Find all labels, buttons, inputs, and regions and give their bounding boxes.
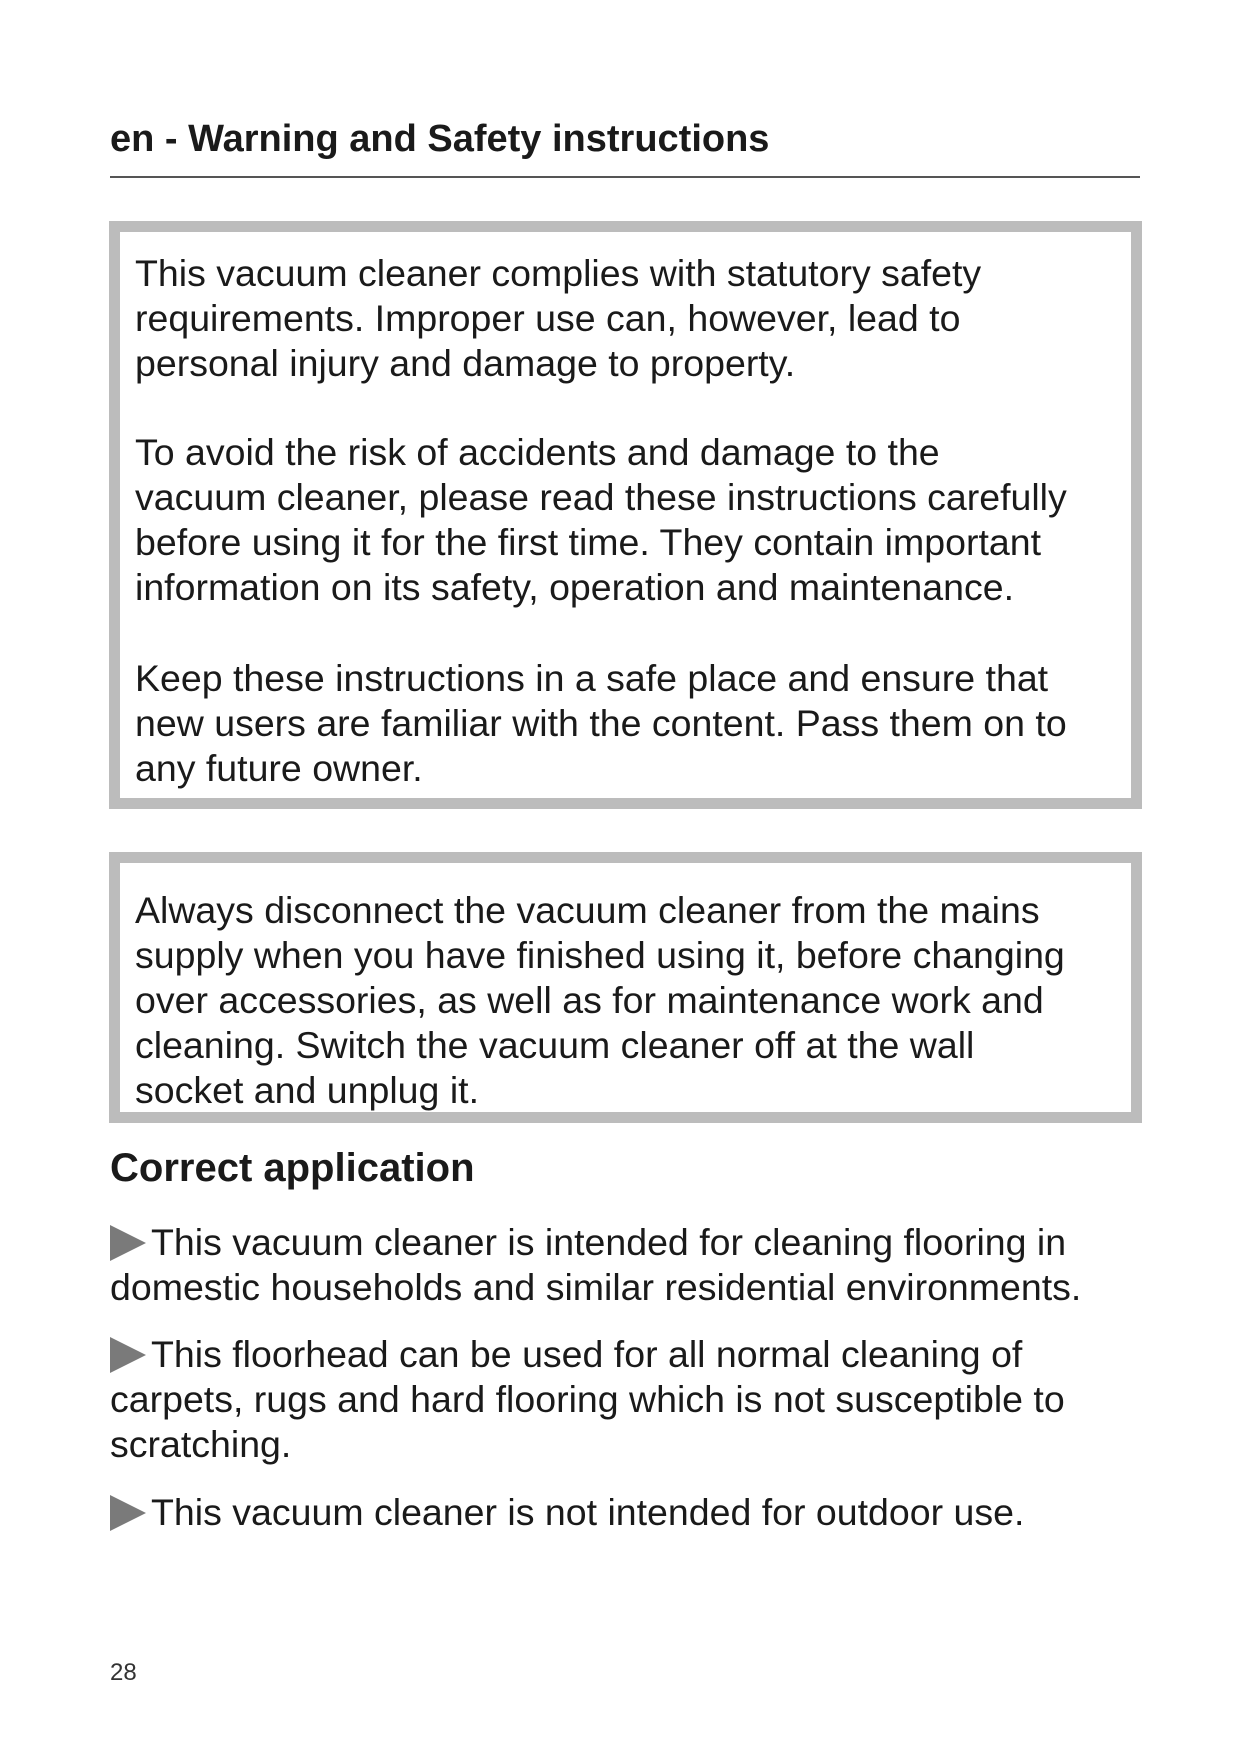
- bullet-item: [110, 1332, 1140, 1467]
- text-line: domestic households and similar residential environments.: [110, 1266, 1082, 1308]
- text-line: To avoid the risk of accidents and damage to the: [135, 431, 940, 473]
- text-line: new users are familiar with the content. Pass them on to: [135, 702, 1067, 744]
- page-number: 28: [110, 1659, 137, 1686]
- text-line: carpets, rugs and hard flooring which is not susceptible to: [110, 1378, 1065, 1420]
- text-line: Always disconnect the vacuum cleaner from the mains: [135, 889, 1040, 931]
- safety-intro-box: [109, 221, 1142, 809]
- text-line: personal injury and damage to property.: [135, 342, 796, 384]
- text-line: This vacuum cleaner complies with statutory safety: [135, 252, 982, 294]
- intro-paragraph-2: [135, 430, 1135, 610]
- text-line: information on its safety, operation and maintenance.: [135, 566, 1014, 608]
- page-title: en - Warning and Safety instructions: [110, 118, 770, 160]
- text-line: cleaning. Switch the vacuum cleaner off at the wall: [135, 1024, 975, 1066]
- triangle-right-icon: [110, 1337, 146, 1373]
- intro-paragraph-1: [135, 251, 1135, 386]
- text-line: This vacuum cleaner is intended for cleaning flooring in: [151, 1221, 1067, 1263]
- triangle-right-icon: [110, 1495, 146, 1531]
- text-line: vacuum cleaner, please read these instructions carefully: [135, 476, 1067, 518]
- text-line: requirements. Improper use can, however, lead to: [135, 297, 961, 339]
- page-header: [110, 114, 1140, 178]
- disconnect-warning-box: [109, 852, 1142, 1123]
- text-line: This vacuum cleaner is not intended for outdoor use.: [151, 1491, 1025, 1533]
- text-line: socket and unplug it.: [135, 1069, 479, 1111]
- text-line: scratching.: [110, 1423, 292, 1465]
- disconnect-paragraph: [135, 888, 1135, 1113]
- text-line: Keep these instructions in a safe place and ensure that: [135, 657, 1049, 699]
- text-line: supply when you have finished using it, before changing: [135, 934, 1065, 976]
- intro-paragraph-3: [135, 656, 1135, 791]
- bullet-item: [110, 1220, 1140, 1310]
- text-line: over accessories, as well as for maintenance work and: [135, 979, 1044, 1021]
- bullet-item: [110, 1490, 1140, 1535]
- section-heading-correct-application: Correct application: [110, 1146, 475, 1190]
- text-line: This floorhead can be used for all normal cleaning of: [151, 1333, 1023, 1375]
- text-line: before using it for the first time. They contain important: [135, 521, 1041, 563]
- triangle-right-icon: [110, 1225, 146, 1261]
- text-line: any future owner.: [135, 747, 423, 789]
